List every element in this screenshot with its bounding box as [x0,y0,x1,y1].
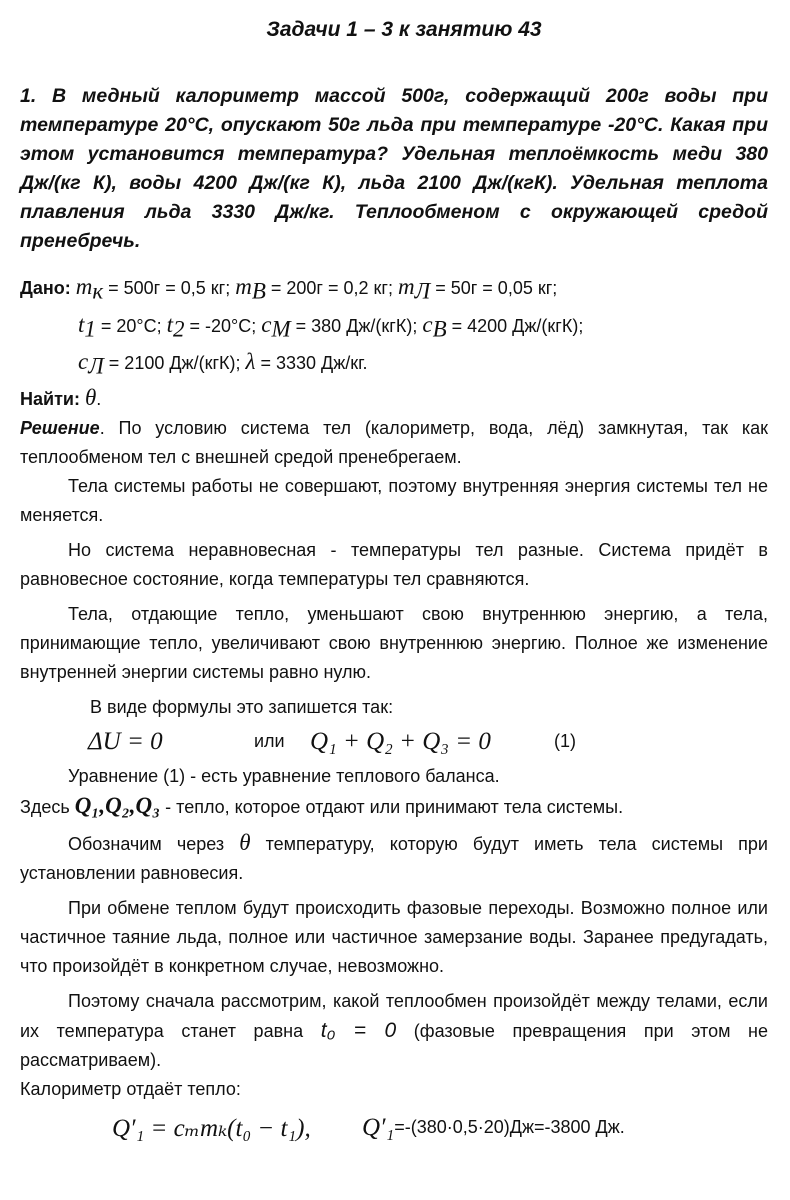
equation-delta-u: ΔU = 0 [88,727,163,755]
given-item: $m_В = 200г = 0,2$ кг; [235,274,398,304]
solution-paragraph-5: В виде формулы это запишется так: [90,696,394,717]
given-item: $t_2 = -20^\circ C$; [166,311,262,342]
given-item: $m_к = 500г = 0,5$ кг; [75,274,236,304]
solution-paragraph-9: При обмене теплом будут происходить фазовые переходы. Возможно полное или частичное таяние льда, полное или частичное замерзание воды. Заранее предугадать, что произойдёт в конкретном случае, невозможно. [20,897,768,976]
t0-expression: t₀ = 0 [320,1018,397,1042]
given-item: $m_Л = 50г = 0,05$ кг; [397,274,558,304]
given-row-2 [20,308,768,346]
solution-paragraph-4: Тела, отдающие тепло, уменьшают свою внутреннюю энергию, а тела, принимающие тепло, увеличивают свою внутреннюю энергию. Полное же изменение внутренней энергии системы равно нулю. [20,603,768,682]
equation-q-sum: Q₁ + Q₂ + Q₃ = 0 [310,727,491,755]
given-block [20,270,768,383]
q-symbols: Q₁,Q₂,Q₃ [74,792,161,818]
find-line: Найти: θ. [20,384,102,410]
given-item: $c_М = 380$ Дж/(кгК); [261,311,423,342]
equation-or: или [254,731,285,752]
theta-symbol: θ [239,829,251,855]
given-row-1: Дано: $m_к = 500г = 0,5$ кг; $m_В = 200г = 0,2$ кг; $m_Л = 50г = 0,05$ кг; [20,274,558,304]
solution-paragraph-1: Решение. По условию система тел (калориметр, вода, лёд) замкнутая, так как теплообменом тел с внешней средой пренебрегаем. [20,417,768,467]
find-value: θ [84,384,97,410]
equation-q1-formula: Q′₁ = cₘmₖ(t₀ − t₁), [112,1114,311,1142]
solution-paragraph-6: Уравнение (1) - есть уравнение теплового баланса. [68,765,500,786]
equation-q1-value: =-(380·0,5·20)Дж=-3800 Дж. [394,1117,625,1138]
solution-paragraph-10: Поэтому сначала рассмотрим, какой теплообмен произойдёт между телами, если их температура станет равна t₀ = 0 (фазовые превращения при этом не рассматриваем). [20,990,769,1070]
problem-statement: 1. В медный калориметр массой 500г, содержащий 200г воды при температуре 20°C, опускают 50г льда при температуре -20°C. Какая при этом установится температура? Удельная теплоёмкость меди 380 Дж/(кг К), воды 4200 Дж/(кг К), льда 2100 Дж/(кгК). Удельная теплота плавления льда 3330 Дж/кг. Теплообменом с окружающей средой пренебречь. [20,85,768,252]
heat-balance-equation [88,722,768,762]
given-row-3 [20,345,768,383]
solution-paragraph-2: Тела системы работы не совершают, поэтому внутренняя энергия системы тел не меняется. [20,475,768,525]
equation-number: (1) [554,731,576,752]
given-label: Дано [20,278,65,298]
given-item: λ = 3330 Дж/кг. [245,349,368,375]
equation-q1-symbol: Q′₁ [362,1113,395,1141]
solution-paragraph-11: Калориметр отдаёт тепло: [20,1078,241,1099]
calorimeter-heat-equation [112,1104,768,1152]
solution-paragraph-8: Обозначим через θ температуру, которую будут иметь тела системы при установлении равновесия. [20,829,768,883]
page-title: Задачи 1 – 3 к занятию 43 [266,18,542,41]
solution-paragraph-3: Но система неравновесная - температуры тел разные. Система придёт в равновесное состояние, когда температуры тел сравняются. [20,539,768,589]
find-label: Найти [20,388,74,409]
solution-label: Решение [20,417,100,438]
given-item: $t_1 = 20^\circ C$; [78,311,167,342]
given-item: $c_Л = 2100$ Дж/(кгК); [78,349,246,379]
given-item: $c_В = 4200$ Дж/(кгК); [422,311,584,342]
solution-paragraph-7: Здесь Q₁,Q₂,Q₃ - тепло, которое отдают или принимают тела системы. [20,792,624,818]
